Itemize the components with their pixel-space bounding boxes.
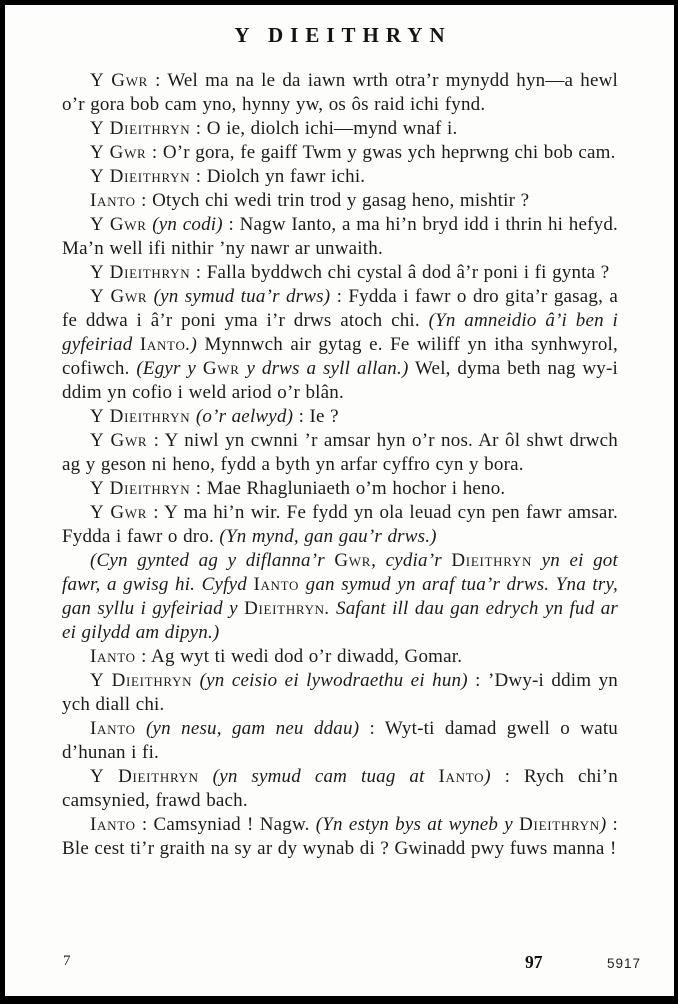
dialogue-paragraph: [62, 261, 618, 285]
dialogue-paragraph: [62, 165, 618, 189]
dialogue-paragraph: [62, 765, 618, 813]
dialogue-paragraph: [62, 429, 618, 477]
speaker-name: Y Dieithryn: [90, 478, 191, 499]
speaker-name: Y Gwr: [90, 430, 148, 451]
page-number: 97: [525, 952, 543, 972]
dialogue-paragraph: [62, 501, 618, 549]
dialogue-text: : Diolch yn fawr ichi.: [190, 166, 366, 187]
stage-direction: ): [484, 766, 491, 787]
dialogue-text: : Wyt-ti damad gwell o watu d’hunan i fi.: [62, 718, 619, 763]
dialogue-text: : Falla byddwch chi cystal â dod â’r poni i fi gynta ?: [190, 262, 610, 283]
footer-left-number: 7: [63, 953, 71, 969]
dialogue-text: : Mae Rhagluniaeth o’m hochor i heno.: [190, 478, 506, 499]
speaker-name: Ianto: [90, 718, 136, 739]
stage-direction: (Yn estyn bys at wyneb y: [315, 814, 520, 835]
dialogue-paragraph: [62, 141, 618, 165]
dialogue-text: : Y ma hi’n wir. Fe fydd yn ola leuad cyn pen fawr amsar. Fydda i fawr o dro.: [62, 502, 618, 547]
dialogue-paragraph: [62, 645, 618, 669]
dialogue-paragraph: [62, 549, 618, 645]
speaker-name: Dieithryn: [519, 814, 600, 835]
speaker-name: Y Gwr: [90, 502, 148, 523]
dialogue-text: : Ble cest ti’r graith na sy ar dy wynab di ? Gwinadd pwy fuws manna !: [62, 814, 618, 859]
stage-direction: (o’r aelwyd): [195, 406, 294, 427]
stage-direction: . Safant ill dau gan edrych yn fud ar ei gilydd am dipyn.): [62, 598, 618, 643]
stage-direction: yn ei got fawr, a gwisg hi. Cyfyd: [62, 550, 618, 595]
speaker-name: Dieithryn: [451, 550, 533, 571]
dialogue-paragraph: [62, 813, 618, 861]
dialogue-text: : Ie ?: [293, 406, 339, 427]
stage-direction: , cydia’r: [371, 550, 452, 571]
stage-direction: (yn codi): [152, 214, 223, 235]
stage-direction: .): [185, 334, 198, 355]
dialogue-paragraph: [62, 405, 618, 429]
dialogue-text: : Rych chi’n camsynied, frawd bach.: [62, 766, 619, 811]
stage-direction: (yn nesu, gam neu ddau): [145, 718, 360, 739]
dialogue-text: : O’r gora, fe gaiff Twm y gwas ych heprwng chi bob cam.: [146, 142, 616, 163]
stage-direction: (Yn mynd, gan gau’r drws.): [219, 526, 437, 547]
speaker-name: Ianto: [90, 814, 136, 835]
dialogue-paragraph: [62, 117, 618, 141]
speaker-name: Gwr: [334, 550, 372, 571]
dialogue-text: : Ag wyt ti wedi dod o’r diwadd, Gomar.: [135, 646, 463, 667]
dialogue-paragraph: [62, 213, 618, 261]
stage-direction: y drws a syll allan.): [239, 358, 409, 379]
stage-direction: (yn symud cam tuag at: [212, 766, 439, 787]
dialogue-text: Mynnwch air gytag e. Fe wiliff yn itha synhwyrol, cofiwch.: [62, 334, 618, 379]
speaker-name: Y Gwr: [90, 286, 148, 307]
dialogue-paragraph: [62, 69, 618, 117]
stage-direction: (Cyn gynted ag y diflanna’r: [90, 550, 335, 571]
stage-direction: gan symud yn araf tua’r drws. Yna try, gan syllu i gyfeiriad y: [62, 574, 618, 619]
print-code: 5917: [607, 956, 642, 971]
dialogue-text: : Y niwl yn cwnni ’r amsar hyn o’r nos. Ar ôl shwt drwch ag y geson ni heno, fydd a byth yn arfar cyffro cyn y bora.: [62, 430, 618, 475]
stage-direction: (Yn amneidio â’i ben i gyfeiriad: [62, 310, 618, 355]
speaker-name: Y Dieithryn: [90, 670, 193, 691]
stage-direction: ): [599, 814, 607, 835]
speaker-name: Y Dieithryn: [90, 406, 191, 427]
dialogue-paragraph: [62, 189, 618, 213]
dialogue-text: Wel, dyma beth nag wy-i ddim yn cofio i weld ariod o’r blân.: [62, 358, 619, 403]
dialogue-text: : O ie, diolch ichi—mynd wnaf i.: [190, 118, 458, 139]
dialogue-text: : Wel ma na le da iawn wrth otra’r mynydd hyn—a hewl o’r gora bob cam yno, hynny yw, os ôs raid ichi fynd.: [62, 70, 618, 115]
dialogue-text: [192, 670, 199, 691]
speaker-name: Gwr: [202, 358, 240, 379]
dialogue-text: [136, 718, 146, 739]
dialogue-text: : Otych chi wedi trin trod y gasag heno, mishtir ?: [135, 190, 530, 211]
dialogue-paragraph: [62, 477, 618, 501]
speaker-name: Y Gwr: [90, 70, 149, 91]
speaker-name: Y Dieithryn: [90, 166, 191, 187]
speaker-name: Dieithryn: [244, 598, 325, 619]
speaker-name: Ianto: [90, 646, 136, 667]
speaker-name: Y Dieithryn: [90, 262, 191, 283]
page-surface: [5, 5, 674, 996]
page-title: Y DIEITHRYN: [234, 23, 452, 47]
dialogue-text: [199, 766, 213, 787]
dialogue-text: : ’Dwy-i ddim yn ych diall chi.: [62, 670, 618, 715]
dialogue-paragraph: [62, 717, 618, 765]
dialogue-text: : Camsyniad ! Nagw.: [135, 814, 316, 835]
speaker-name: Y Gwr: [90, 142, 147, 163]
speaker-name: Ianto: [253, 574, 300, 595]
dialogue-paragraph: [62, 285, 618, 405]
dialogue-text: : Nagw Ianto, a ma hi’n bryd idd i thrin hi hefyd. Ma’n well ifi nithir ’ny nawr ar unwaith.: [62, 214, 619, 259]
speaker-name: Y Dieithryn: [90, 118, 191, 139]
stage-direction: (yn symud tua’r drws): [153, 286, 331, 307]
speaker-name: Y Dieithryn: [90, 766, 199, 787]
dialogue-paragraph: [62, 669, 618, 717]
stage-direction: (Egyr y: [136, 358, 203, 379]
speaker-name: Ianto: [438, 766, 485, 787]
dialogue-text: : Fydda i fawr o dro gita’r gasag, a fe ddwa i â’r poni yma i’r drws atoch chi.: [62, 286, 619, 331]
speaker-name: Ianto: [90, 190, 136, 211]
speaker-name: Ianto: [139, 334, 186, 355]
speaker-name: Y Gwr: [90, 214, 147, 235]
text-body: [62, 69, 618, 861]
stage-direction: (yn ceisio ei lywodraethu ei hun): [199, 670, 468, 691]
